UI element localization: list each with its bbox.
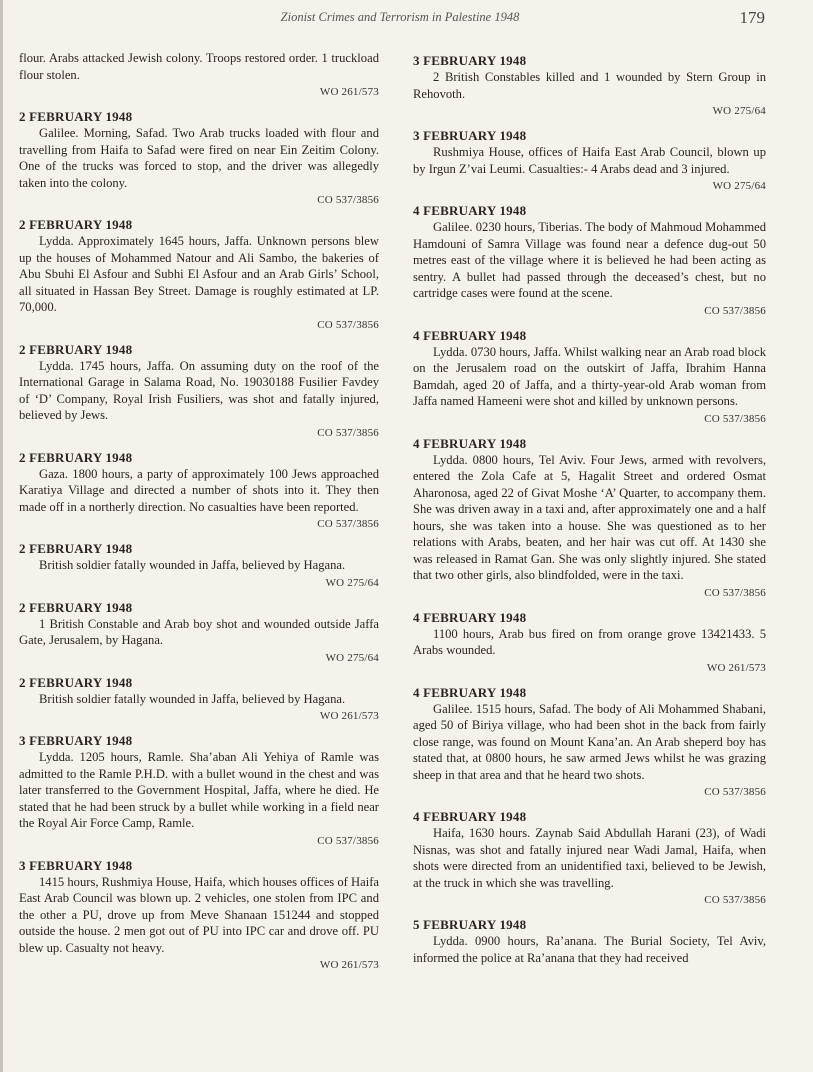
entry-text: British soldier fatally wounded in Jaffa, believed by Hagana. bbox=[39, 558, 346, 572]
log-entry bbox=[413, 808, 766, 908]
entry-date: 3 FEBRUARY 1948 bbox=[413, 53, 527, 68]
entry-text: Lydda. 0730 hours, Jaffa. Whilst walking near an Arab road block on the Jerusalem road on the outskirt of Jaffa, Ibrahim Hanna Bamdah, aged 20 of Jaffa, and a thirty-year-old Arab woman from Jaffa named Hameeni were shot and killed by unknown persons. bbox=[413, 344, 766, 408]
entry-date: 2 FEBRUARY 1948 bbox=[19, 449, 133, 465]
entry-text: Gaza. 1800 hours, a party of approximately 100 Jews approached Karatiya Village and directed a number of shots into it. They then made off in a northerly direction. No casualties have been reported. bbox=[19, 466, 379, 514]
running-head bbox=[0, 8, 813, 30]
log-entry bbox=[19, 599, 379, 666]
entry-text: British soldier fatally wounded in Jaffa, believed by Hagana. bbox=[39, 691, 346, 706]
archive-reference: CO 537/3856 bbox=[704, 412, 766, 425]
log-entry bbox=[413, 435, 766, 601]
archive-reference: WO 261/573 bbox=[319, 959, 379, 971]
entry-text: Galilee. 0230 hours, Tiberias. The body of Mahmoud Mohammed Hamdouni of Samra Village was found near a defence dug-out 50 metres east of the village where it is believed he had been acting as sentry. A bullet had passed through the deceased’s chest, but no cartridge cases were found at the scene. bbox=[413, 220, 766, 300]
page-number: 179 bbox=[739, 8, 765, 27]
log-entry bbox=[19, 50, 379, 100]
archive-reference: WO 275/64 bbox=[325, 651, 379, 664]
log-entry bbox=[19, 216, 379, 333]
entry-text: Rushmiya House, offices of Haifa East Arab Council, blown up by Irgun Z’vai Leumi. Casualties:- 4 Arabs dead and 3 injured. bbox=[413, 145, 766, 176]
entry-date: 4 FEBRUARY 1948 bbox=[413, 684, 527, 700]
left-column bbox=[19, 50, 379, 981]
archive-reference: CO 537/3856 bbox=[704, 894, 766, 906]
log-entry bbox=[19, 449, 379, 533]
entry-date: 2 FEBRUARY 1948 bbox=[19, 599, 133, 615]
entry-date: 4 FEBRUARY 1948 bbox=[413, 203, 527, 218]
log-entry bbox=[19, 108, 379, 208]
entry-text: Galilee. 1515 hours, Safad. The body of Ali Mohammed Shabani, aged 50 of Biriya village, who had been shot in the back from fairly close range, was found on Mount Kana’an. An Arab sheperd boy has stated that, at 0800 hours, he saw armed Jews whilst he was grazing sheep in that area and that he heard two shots. bbox=[413, 701, 766, 782]
running-title: Zionist Crimes and Terrorism in Palestine 1948 bbox=[280, 10, 520, 24]
entry-text: Lydda. 0900 hours, Ra’anana. The Burial Society, Tel Aviv, informed the police at Ra’anana that they had received bbox=[413, 934, 766, 965]
page-edge bbox=[0, 0, 3, 1072]
entry-date: 2 FEBRUARY 1948 bbox=[19, 109, 133, 124]
archive-reference: CO 537/3856 bbox=[317, 194, 379, 206]
archive-reference: CO 537/3856 bbox=[704, 586, 766, 599]
log-entry bbox=[413, 916, 766, 966]
entry-text: 1 British Constable and Arab boy shot and wounded outside Jaffa Gate, Jerusalem, by Hagana. bbox=[19, 616, 379, 647]
archive-reference: CO 537/3856 bbox=[704, 304, 766, 317]
archive-reference: CO 537/3856 bbox=[317, 426, 379, 439]
archive-reference: CO 537/3856 bbox=[317, 834, 379, 847]
entry-text: flour. Arabs attacked Jewish colony. Troops restored order. 1 truckload flour stolen. bbox=[19, 51, 379, 82]
entry-date: 3 FEBRUARY 1948 bbox=[413, 128, 527, 143]
entry-date: 2 FEBRUARY 1948 bbox=[19, 217, 133, 232]
log-entry bbox=[413, 52, 766, 119]
log-entry bbox=[19, 732, 379, 849]
archive-reference: CO 537/3856 bbox=[704, 786, 766, 798]
entry-text: Galilee. Morning, Safad. Two Arab trucks loaded with flour and travelling from Haifa to Safad were fired on near Ein Zeitim Colony. One of the trucks was forced to stop, and the driver was allegedly taken into the colony. bbox=[19, 126, 379, 190]
entry-text: Lydda. 1205 hours, Ramle. Sha’aban Ali Yehiya of Ramle was admitted to the Ramle P.H.D. with a bullet wound in the chest and was later transferred to the Government Hospital, Jaffa, where he died. He stated that he had been struck by a bullet while working in a field near the Royal Air Force Camp, Ramle. bbox=[19, 750, 379, 830]
log-entry bbox=[413, 609, 766, 676]
entry-date: 2 FEBRUARY 1948 bbox=[19, 541, 133, 556]
entry-text: Lydda. 1745 hours, Jaffa. On assuming duty on the roof of the International Garage in Salama Road, No. 19030188 Fusilier Favdey of ‘D’ Company, Royal Irish Fusiliers, was shot and fatally injured, believed by Jews. bbox=[19, 358, 379, 422]
archive-reference: CO 537/3856 bbox=[317, 518, 379, 530]
archive-reference: WO 275/64 bbox=[712, 105, 766, 117]
log-entry bbox=[413, 327, 766, 427]
entry-text: Haifa, 1630 hours. Zaynab Said Abdullah Harani (23), of Wadi Nisnas, was shot and fatally injured near Wadi Jamal, Haifa, when shots were directed from an unidentified taxi, believed to be Jewish, at the truck in which she was travelling. bbox=[413, 826, 766, 890]
log-entry bbox=[19, 341, 379, 441]
entry-text: 1100 hours, Arab bus fired on from orange grove 13421433. 5 Arabs wounded. bbox=[413, 626, 766, 657]
archive-reference: WO 275/64 bbox=[325, 576, 379, 589]
log-entry bbox=[413, 127, 766, 194]
entry-date: 3 FEBRUARY 1948 bbox=[19, 857, 133, 873]
entry-date: 4 FEBRUARY 1948 bbox=[413, 435, 527, 451]
log-entry bbox=[413, 684, 766, 801]
entry-date: 5 FEBRUARY 1948 bbox=[413, 917, 527, 932]
log-entry bbox=[19, 857, 379, 974]
entry-date: 4 FEBRUARY 1948 bbox=[413, 327, 527, 343]
log-entry bbox=[19, 540, 379, 591]
entry-text: Lydda. 0800 hours, Tel Aviv. Four Jews, armed with revolvers, entered the Zola Cafe at 5, Hagalit Street and ordered Osmat Aharonosa, aged 22 of Givat Moshe ‘A’ Quarter, to accompany them. She was driven away in a taxi and, after approximately one and a half hours, she was taken into a house. She was questioned as to her relations with Arabs, beaten, and her hair was cut off. At 1430 she was released in Ramat Gan. She was only slightly injured. She stated that two other girls, also blindfolded, were in the taxi. bbox=[413, 452, 766, 582]
entry-date: 3 FEBRUARY 1948 bbox=[19, 733, 133, 748]
entry-text: Lydda. Approximately 1645 hours, Jaffa. Unknown persons blew up the houses of Mohammed Natour and Ali Sambo, the bakeries of Abu Sbuhi El Asfour and Subhi El Asfour and an Arab Girls’ School, all situated in Hassan Bey Street. Damage is roughly estimated at LP. 70,000. bbox=[19, 234, 379, 314]
log-entry bbox=[413, 202, 766, 319]
right-column bbox=[413, 50, 766, 974]
log-entry bbox=[19, 674, 379, 725]
entry-text: 1415 hours, Rushmiya House, Haifa, which houses offices of Haifa East Arab Council was blown up. 2 vehicles, one stolen from IPC and the other a PU, drove up from Meve Shanaan 151244 and stopped outside the house. 2 men got out of PU into IPC car and drove off. PU blew up. Casualty not heavy. bbox=[19, 874, 379, 955]
entry-text: 2 British Constables killed and 1 wounded by Stern Group in Rehovoth. bbox=[413, 70, 766, 101]
archive-reference: WO 261/573 bbox=[319, 86, 379, 98]
archive-reference: WO 261/573 bbox=[319, 710, 379, 722]
archive-reference: WO 275/64 bbox=[712, 180, 766, 192]
archive-reference: WO 261/573 bbox=[706, 661, 766, 674]
entry-date: 2 FEBRUARY 1948 bbox=[19, 674, 133, 690]
archive-reference: CO 537/3856 bbox=[317, 318, 379, 331]
entry-date: 4 FEBRUARY 1948 bbox=[413, 809, 527, 824]
entry-date: 2 FEBRUARY 1948 bbox=[19, 341, 133, 357]
entry-date: 4 FEBRUARY 1948 bbox=[413, 609, 527, 625]
